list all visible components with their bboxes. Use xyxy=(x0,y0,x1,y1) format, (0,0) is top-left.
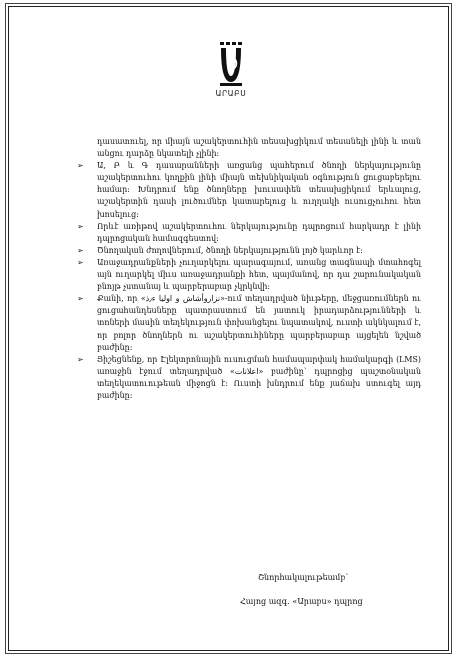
list-item xyxy=(77,257,421,293)
document-page xyxy=(8,6,449,651)
arrow-bullet-icon: ➢ xyxy=(77,257,84,267)
list-item xyxy=(77,354,421,402)
document-body xyxy=(77,136,421,402)
lead-paragraph: դասատուել, որ միայն աշակերտուհին տեսախցիկում տեսանելի լինի և տան անցու դարձը նկատելի չլինի։ xyxy=(97,137,421,159)
signature-school: Հայոց ազգ. «Արաբս» դպրոց xyxy=(240,597,363,606)
school-logo xyxy=(211,40,251,100)
list-item-text: Ա, Բ և Գ դասարանների առցանց պահերում ծնողի ներկայությունը աշակերտուհու կողքին լինի միայն տեխնիկական օգնություն ցուցաբերելու համար։ Խնդրում ենք ծնողները խուսափեն տեսախցիկում երևալուց, աշակերտին դասի լուծումներ կատարելուց և ուղղակի ուսուցչուհու հետ խոսելուց։ xyxy=(97,161,421,219)
list-item-text: Որևէ առիթով աշակերտուհու ներկայությունը դպրոցում հարկադր է լինի դպրոցական համազգեստով։ xyxy=(97,221,421,243)
signature-thanks: Շնորհակալութեամբ՝ xyxy=(258,573,349,582)
arrow-bullet-icon: ➢ xyxy=(77,354,84,364)
logo-text: ԱՐԱԲՍ xyxy=(215,89,247,98)
arrow-bullet-icon: ➢ xyxy=(77,294,84,304)
arrow-bullet-icon: ➢ xyxy=(77,245,84,255)
list-item-text: Ծնողական ժողովներում, ծնողի ներկայությունն լոյծ կարևոր է։ xyxy=(97,245,363,255)
arrow-bullet-icon: ➢ xyxy=(77,161,84,171)
list-item xyxy=(77,245,421,257)
arrow-bullet-icon: ➢ xyxy=(77,221,84,231)
list-item-text: Առաջադրանքների չուղարկելու պարագայում, առանց տագնապի մտահոգել այն ուղարկել միւս առաջադրանքի հետ, պայմանով, որ դա շարունակական բնոյթ չստանայ և պարբերաբար չկրկնվի։ xyxy=(97,257,421,292)
list-item xyxy=(77,293,421,353)
list-item-text: Յիշեցնենք, որ Էլեկտրոնային ուսուցման համապարփակ համակարգի (LMS) առաջին էջում տեղադրված «اعلانات» բաժինը՝ դպրոցից պաշտօնական տեղեկատուութեան միջոցն է։ Ուստի խնդրում ենք յաճախ ստուգել այդ բաժինը։ xyxy=(97,354,421,400)
school-emblem-icon xyxy=(214,40,248,88)
list-item xyxy=(77,160,421,220)
list-item xyxy=(77,221,421,245)
list-item-text: Քանի, որ «نزاروأشاش و اولیا ء٫ذ»-ում տեղադրված նիւթերը, մեջցառումներն ու ցուցահանդեսները պատրաստում են յատուկ իրադարձությունների և տոների մասին տեղեկություն փոխանցելու նպատակով, ուստի ակնկալում է, որ բոլոր ծնողներն ու աշակերտուհիները պարբերաբար այցելեն նշված բաժինը։ xyxy=(97,294,421,352)
